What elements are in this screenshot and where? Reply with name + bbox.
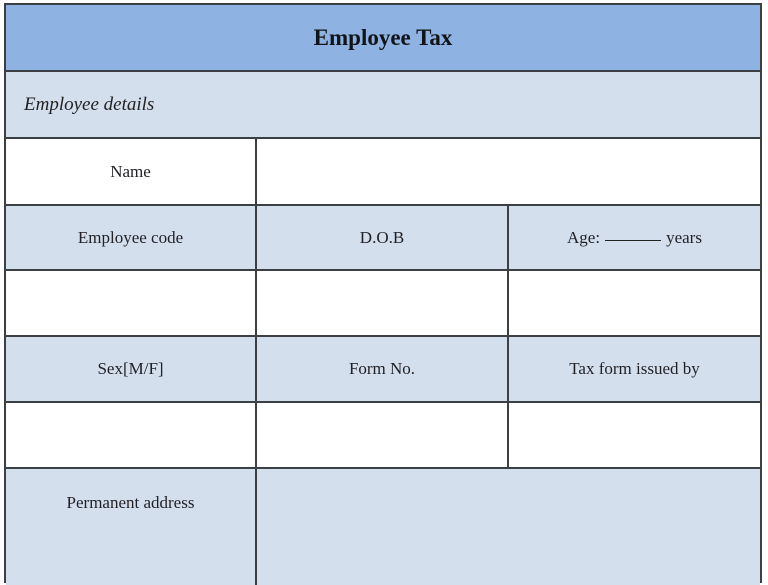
form-no-field[interactable] xyxy=(257,403,509,467)
name-label-cell xyxy=(6,139,257,204)
dob-label-cell xyxy=(257,206,509,269)
name-label: Name xyxy=(110,161,151,181)
name-row xyxy=(6,139,760,206)
age-field[interactable] xyxy=(509,271,760,335)
form-title: Employee Tax xyxy=(313,24,453,50)
permanent-address-field[interactable] xyxy=(257,469,760,585)
employee-tax-form xyxy=(4,3,762,583)
tax-form-issued-by-label: Tax form issued by xyxy=(569,359,700,378)
section-header-employee-details xyxy=(6,72,760,139)
permanent-address-label: Permanent address xyxy=(66,493,195,512)
name-field[interactable] xyxy=(257,139,760,204)
sex-field[interactable] xyxy=(6,403,257,467)
code-dob-age-value-row xyxy=(6,271,760,337)
sex-label: Sex[M/F] xyxy=(97,359,164,378)
permanent-address-row xyxy=(6,469,760,585)
age-blank-field[interactable] xyxy=(605,240,661,241)
tax-form-issued-by-label-cell xyxy=(509,337,760,401)
sex-form-issuer-label-row xyxy=(6,337,760,403)
form-no-label-cell xyxy=(257,337,509,401)
section-title: Employee details xyxy=(24,93,155,115)
age-suffix: years xyxy=(666,227,702,247)
age-prefix: Age: xyxy=(567,227,601,247)
sex-label-cell xyxy=(6,337,257,401)
dob-label: D.O.B xyxy=(359,227,405,247)
form-header xyxy=(6,5,760,72)
tax-form-issued-by-field[interactable] xyxy=(509,403,760,467)
employee-code-label-cell xyxy=(6,206,257,269)
dob-field[interactable] xyxy=(257,271,509,335)
employee-code-label: Employee code xyxy=(77,227,184,247)
permanent-address-label-cell xyxy=(6,469,257,585)
age-label-cell xyxy=(509,206,760,269)
sex-form-issuer-value-row xyxy=(6,403,760,469)
employee-code-field[interactable] xyxy=(6,271,257,335)
code-dob-age-label-row xyxy=(6,206,760,271)
form-no-label: Form No. xyxy=(348,359,416,378)
